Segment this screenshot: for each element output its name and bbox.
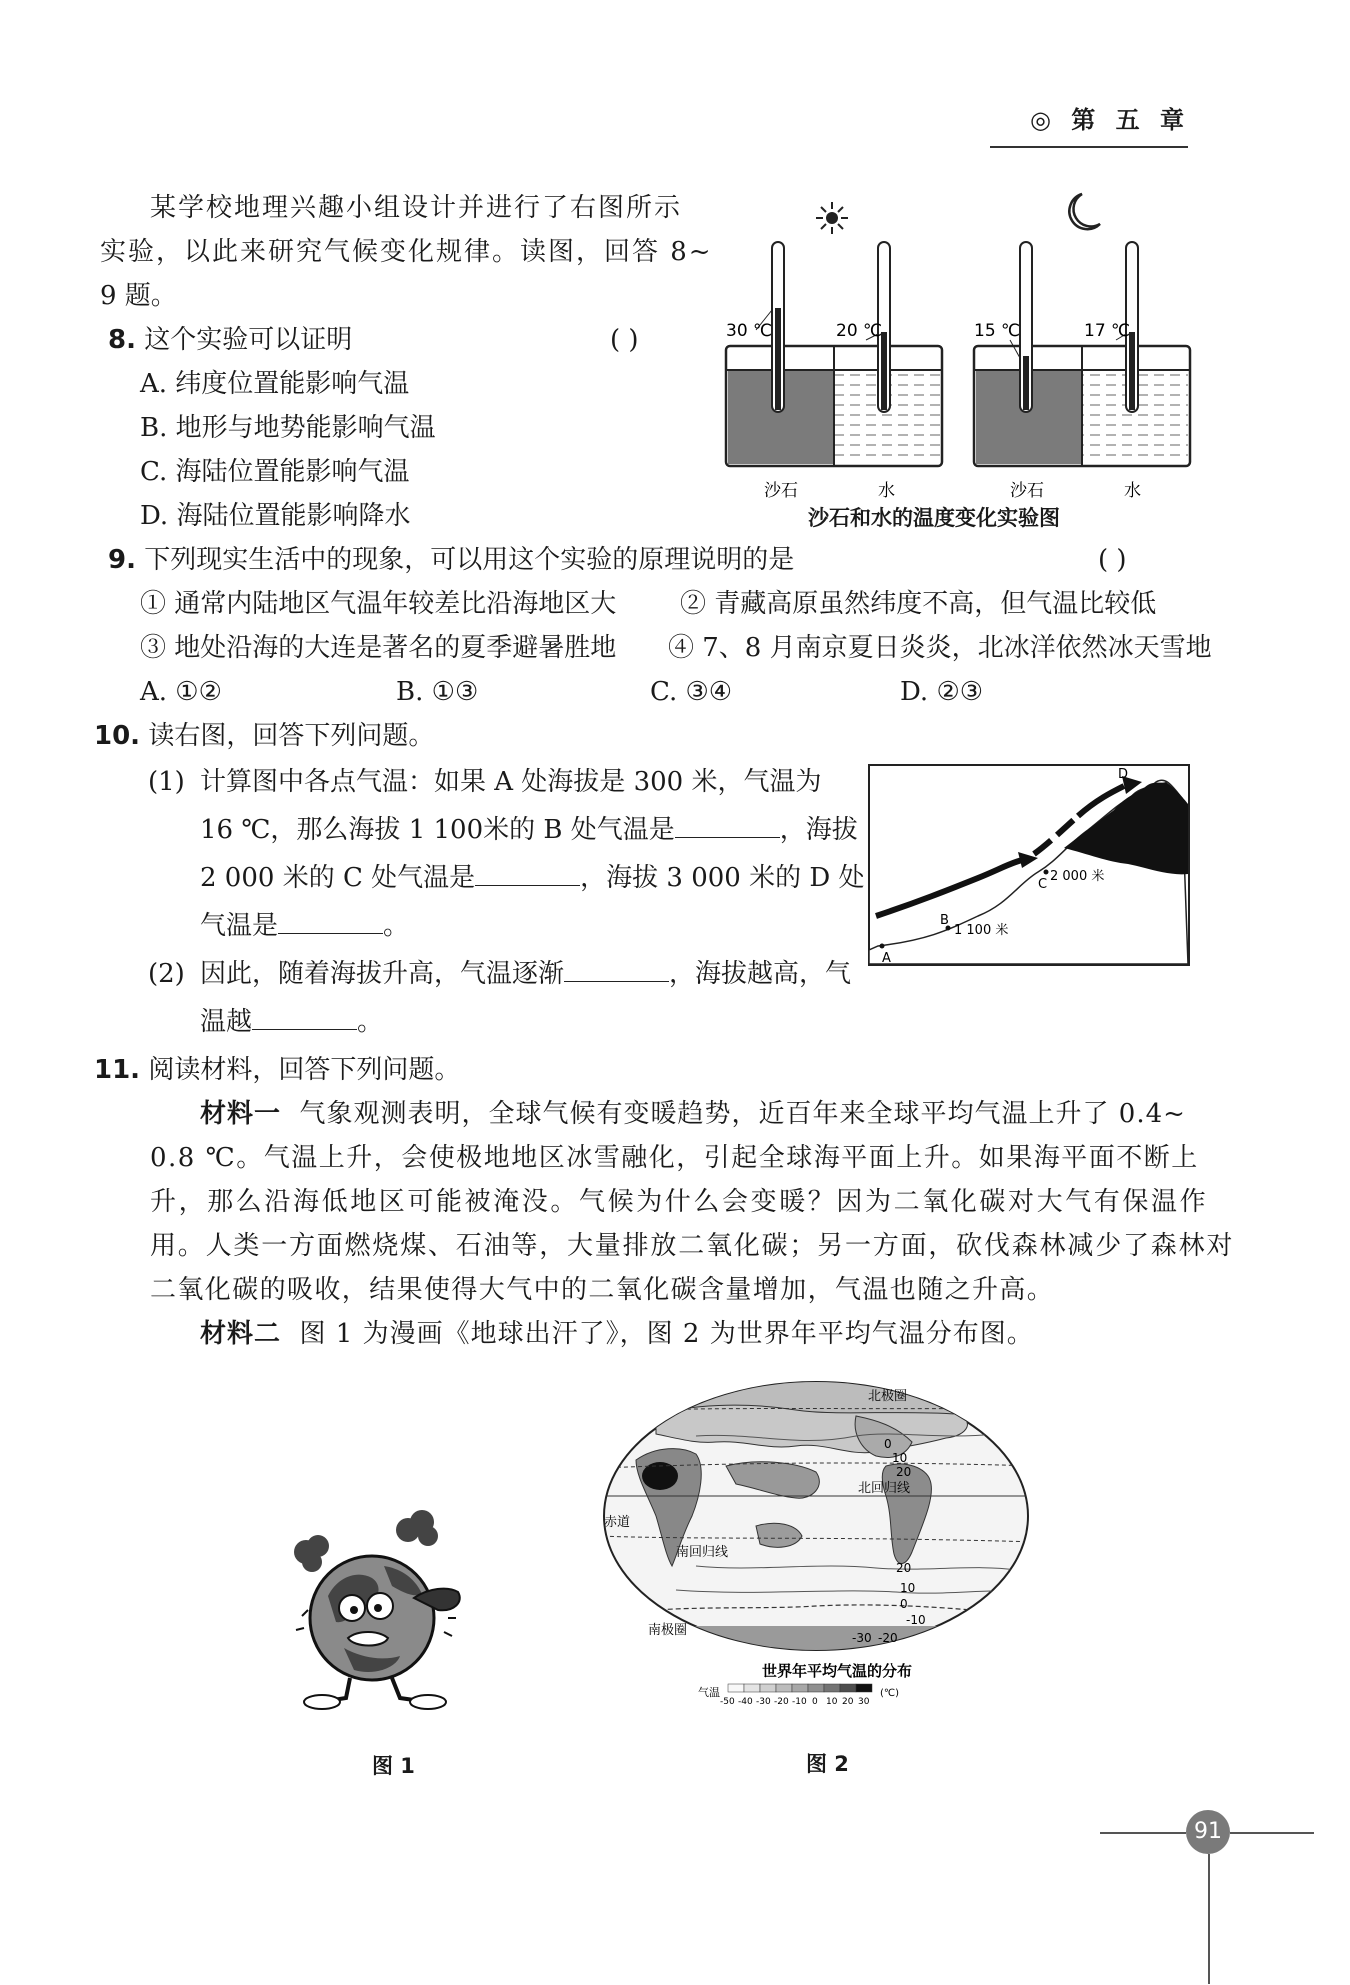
material-2-text: 图 1 为漫画《地球出汗了》，图 2 为世界年平均气温分布图。 [299, 1319, 1034, 1349]
q9-item-2: ② 青藏高原虽然纬度不高，但气温比较低 [680, 589, 1157, 619]
material-2-title: 材料二 [200, 1319, 282, 1349]
q10-text: 读右图，回答下列问题。 [148, 721, 435, 751]
q9-stem [108, 538, 794, 582]
point-d-label: D [1118, 767, 1129, 782]
legend-label: 气温 [698, 1686, 720, 1699]
q8-stem [108, 318, 352, 362]
arctic-circle-label: 北极圈 [868, 1389, 908, 1404]
q9-text: 下列现实生活中的现象，可以用这个实验的原理说明的是 [144, 545, 795, 575]
q8-option-b: B. 地形与地势能影响气温 [140, 413, 436, 443]
q10-part1-line3-text: 2 000 米的 C 处气温是 [200, 863, 476, 893]
isotherm-label: -10 [906, 1613, 926, 1627]
night-water-temp: 17 ℃ [1084, 321, 1131, 341]
answer-blank-d[interactable] [278, 907, 383, 934]
intro-line-2: 实验，以此来研究气候变化规律。读图，回答 8~ [100, 237, 713, 267]
q9-answer-paren: ( ) [1098, 545, 1127, 575]
q10-part1-line2-tail: ，海拔 [779, 815, 858, 845]
point-b-label: B [940, 913, 949, 928]
isotherm-label: 0 [884, 1437, 892, 1451]
q9-item-4: ④ 7、8 月南京夏日炎炎，北冰洋依然冰天雪地 [668, 633, 1212, 663]
q10-stem [94, 714, 434, 758]
q10-part1-line2-text: 16 ℃，那么海拔 1 100米的 B 处气温是 [200, 815, 675, 845]
q9-item-3: ③ 地处沿海的大连是著名的夏季避暑胜地 [140, 633, 617, 663]
day-water-label: 水 [878, 481, 895, 501]
material-1-line-1 [200, 1092, 1186, 1136]
legend-colorbar [728, 1684, 872, 1692]
point-c-altitude: 2 000 米 [1050, 869, 1105, 884]
thermo-fill-night-sand [1023, 356, 1029, 410]
q11-stem [94, 1048, 460, 1092]
q8-option-a: A. 纬度位置能影响气温 [140, 369, 410, 399]
material-1-title: 材料一 [200, 1099, 282, 1129]
q8-number: 8. [108, 325, 136, 355]
legend-tick: 0 [812, 1697, 818, 1707]
isotherm-label: 10 [892, 1451, 908, 1465]
answer-blank-trend[interactable] [564, 955, 669, 982]
tropic-of-cancer-label: 北回归线 [858, 1481, 911, 1496]
day-water-temp: 20 ℃ [836, 321, 883, 341]
figure-2-caption: 图 2 [806, 1752, 849, 1776]
material-1-text-1: 气象观测表明，全球气候有变暖趋势，近百年来全球平均气温上升了 0.4~ [299, 1099, 1186, 1129]
page-number: 91 [1186, 1810, 1230, 1854]
material-1-line-4: 用。人类一方面燃烧煤、石油等，大量排放二氧化碳；另一方面，砍伐森林减少了森林对 [150, 1231, 1235, 1261]
q10-part2-line1-text: 因此，随着海拔升高，气温逐渐 [200, 959, 565, 989]
isotherm-label: 20 [896, 1465, 912, 1479]
answer-blank-c[interactable] [475, 859, 580, 886]
legend-tick: 30 [858, 1697, 870, 1707]
sweating-earth-cartoon [288, 1506, 498, 1712]
tropic-of-capricorn-label: 南回归线 [676, 1545, 729, 1560]
world-temperature-map [596, 1376, 1036, 1712]
material-2-line [200, 1312, 1034, 1356]
q10-part1-line3-tail: ，海拔 3 000 米的 D 处 [580, 863, 865, 893]
q10-part2-line2-text: 温越 [200, 1007, 253, 1037]
page-number-vertical-rule [1208, 1854, 1210, 1984]
q9-option-a: A. ①② [140, 677, 222, 707]
q10-part1-line4 [200, 904, 409, 948]
answer-blank-b[interactable] [675, 811, 780, 838]
intro-line-1: 某学校地理兴趣小组设计并进行了右图所示 [150, 193, 683, 223]
page-number-rule-right [1230, 1832, 1314, 1834]
thermo-fill-day-sand [775, 308, 781, 410]
chapter-header: ◎ 第 五 章 [1029, 106, 1190, 134]
q9-option-b: B. ①③ [396, 677, 479, 707]
night-water-label: 水 [1124, 481, 1141, 501]
legend-ticks [720, 1697, 870, 1707]
q9-option-c: C. ③④ [650, 677, 733, 707]
sun-icon [816, 202, 848, 234]
q9-item-1: ① 通常内陆地区气温年较差比沿海地区大 [140, 589, 617, 619]
thermo-fill-night-water [1129, 332, 1135, 410]
q8-text: 这个实验可以证明 [144, 325, 353, 355]
isotherm-label: -30 [852, 1631, 872, 1645]
equator-label: 赤道 [604, 1515, 631, 1530]
point-b-altitude: 1 100 米 [954, 923, 1009, 938]
night-sand-label: 沙石 [1010, 481, 1044, 501]
legend-tick: -40 [738, 1697, 753, 1707]
legend-tick: -50 [720, 1697, 735, 1707]
q10-part1-line2 [200, 808, 858, 852]
antarctic-circle-label: 南极圈 [648, 1623, 688, 1638]
q10-part2-label: (2) [148, 959, 185, 989]
page-number-rule-left [1100, 1832, 1186, 1834]
experiment-caption: 沙石和水的温度变化实验图 [808, 506, 1060, 530]
q10-part2-line2-tail: 。 [357, 1007, 384, 1037]
isotherm-label: 10 [900, 1581, 916, 1595]
legend-unit: (℃) [880, 1688, 900, 1699]
q10-part2-line1-tail: ，海拔越高，气 [669, 959, 852, 989]
legend-tick: -10 [792, 1697, 807, 1707]
legend-tick: -30 [756, 1697, 771, 1707]
day-sand-temp: 30 ℃ [726, 321, 773, 341]
q10-part2-line1 [200, 952, 851, 996]
material-1-line-5: 二氧化碳的吸收，结果使得大气中的二氧化碳含量增加，气温也随之升高。 [150, 1275, 1055, 1305]
q8-option-c: C. 海陆位置能影响气温 [140, 457, 410, 487]
q10-number: 10. [94, 721, 141, 751]
q10-part1-line1: 计算图中各点气温：如果 A 处海拔是 300 米，气温为 [200, 767, 822, 797]
thermo-fill-day-water [881, 332, 887, 410]
isotherm-label: 0 [900, 1597, 908, 1611]
q9-option-d: D. ②③ [900, 677, 984, 707]
legend-tick: -20 [774, 1697, 789, 1707]
intro-line-3: 9 题。 [100, 281, 177, 311]
q9-number: 9. [108, 545, 136, 575]
q8-answer-paren: ( ) [610, 325, 639, 355]
q10-part1-line3 [200, 856, 864, 900]
isotherm-label: 20 [896, 1561, 912, 1575]
answer-blank-higher[interactable] [252, 1003, 357, 1030]
material-1-line-3: 升，那么沿海低地区可能被淹没。气候为什么会变暖？因为二氧化碳对大气有保温作 [150, 1187, 1209, 1217]
q10-part1-line4-tail: 。 [383, 911, 410, 941]
material-1-line-2: 0.8 ℃。气温上升，会使极地地区冰雪融化，引起全球海平面上升。如果海平面不断上 [150, 1143, 1199, 1173]
legend-tick: 10 [826, 1697, 838, 1707]
q10-part1-label: (1) [148, 767, 185, 797]
moon-icon [1069, 194, 1100, 229]
point-a-label: A [882, 951, 891, 966]
day-container [726, 242, 942, 466]
map-title: 世界年平均气温的分布 [762, 1662, 913, 1680]
q8-option-d: D. 海陆位置能影响降水 [140, 501, 411, 531]
header-rule [990, 146, 1188, 148]
night-container [974, 242, 1190, 466]
q10-part2-line2 [200, 1000, 383, 1044]
isotherm-label: -20 [878, 1631, 898, 1645]
mountain-figure [868, 764, 1190, 966]
legend-tick: 20 [842, 1697, 854, 1707]
q11-number: 11. [94, 1055, 141, 1085]
night-sand-temp: 15 ℃ [974, 321, 1021, 341]
point-c-label: C [1038, 877, 1048, 892]
day-sand-label: 沙石 [764, 481, 798, 501]
q10-part1-line4-text: 气温是 [200, 911, 279, 941]
figure-1-caption: 图 1 [372, 1754, 415, 1778]
q11-text: 阅读材料，回答下列问题。 [148, 1055, 461, 1085]
experiment-figure [720, 180, 1200, 540]
